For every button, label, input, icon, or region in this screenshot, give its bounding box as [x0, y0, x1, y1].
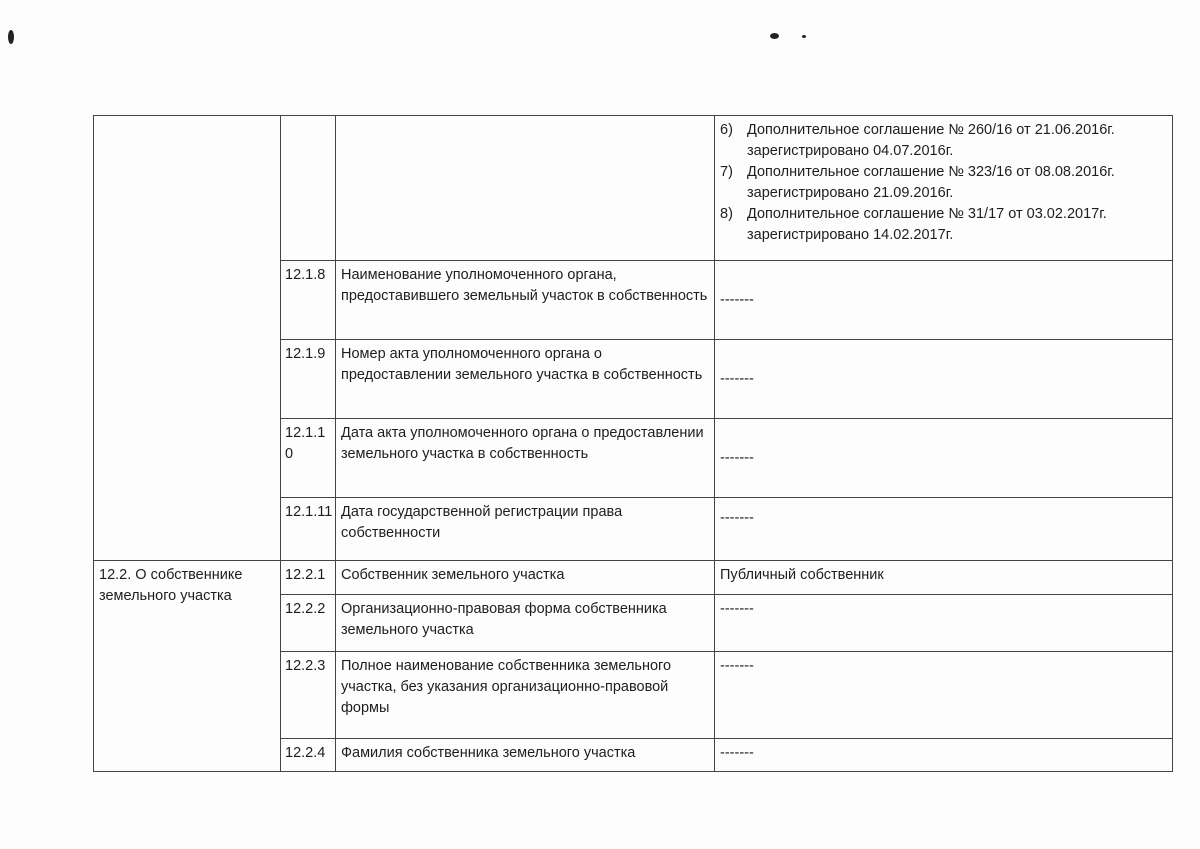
- agreements-cell: [715, 116, 1173, 261]
- label-cell: Дата государственной регистрации права собственности: [336, 498, 715, 561]
- list-item: [720, 204, 1167, 246]
- agreement-title: Дополнительное соглашение № 323/16 от 08.08.2016г.: [747, 164, 1115, 180]
- item-number: 7): [720, 164, 733, 180]
- list-item: [720, 162, 1167, 204]
- section-cell-12-2: 12.2. О собственнике земельного участка: [94, 561, 281, 772]
- agreement-registered: зарегистрировано 21.09.2016г.: [747, 185, 954, 201]
- agreement-registered: зарегистрировано 14.02.2017г.: [747, 227, 954, 243]
- code-cell: 12.1.10: [281, 419, 336, 498]
- agreement-registered: зарегистрировано 04.07.2016г.: [747, 143, 954, 159]
- list-item: [720, 120, 1167, 162]
- section-cell-12-1: [94, 116, 281, 561]
- land-plot-info-table: [93, 115, 1173, 772]
- table-row: [94, 116, 1173, 261]
- code-cell: 12.1.9: [281, 340, 336, 419]
- item-number: 6): [720, 122, 733, 138]
- agreement-title: Дополнительное соглашение № 260/16 от 21.06.2016г.: [747, 122, 1115, 138]
- value-cell: -------: [715, 419, 1173, 498]
- agreements-list: [720, 120, 1167, 246]
- label-cell: [336, 116, 715, 261]
- label-cell: Наименование уполномоченного органа, предоставившего земельный участок в собственность: [336, 261, 715, 340]
- code-cell: 12.2.3: [281, 652, 336, 739]
- value-cell: -------: [715, 739, 1173, 772]
- code-cell: 12.1.8: [281, 261, 336, 340]
- code-cell: 12.2.2: [281, 595, 336, 652]
- code-cell: [281, 116, 336, 261]
- scan-speck: [802, 35, 806, 38]
- label-cell: Полное наименование собственника земельного участка, без указания организационно-правовой формы: [336, 652, 715, 739]
- value-cell: -------: [715, 595, 1173, 652]
- value-cell: Публичный собственник: [715, 561, 1173, 595]
- scan-speck: [770, 33, 779, 39]
- label-cell: Фамилия собственника земельного участка: [336, 739, 715, 772]
- value-cell: -------: [715, 261, 1173, 340]
- table-row: [94, 561, 1173, 595]
- value-cell: -------: [715, 340, 1173, 419]
- code-cell: 12.1.11: [281, 498, 336, 561]
- agreement-title: Дополнительное соглашение № 31/17 от 03.02.2017г.: [747, 206, 1107, 222]
- label-cell: Организационно-правовая форма собственника земельного участка: [336, 595, 715, 652]
- code-cell: 12.2.4: [281, 739, 336, 772]
- value-cell: -------: [715, 498, 1173, 561]
- label-cell: Номер акта уполномоченного органа о предоставлении земельного участка в собственность: [336, 340, 715, 419]
- item-number: 8): [720, 206, 733, 222]
- label-cell: Дата акта уполномоченного органа о предоставлении земельного участка в собственность: [336, 419, 715, 498]
- value-cell: -------: [715, 652, 1173, 739]
- label-cell: Собственник земельного участка: [336, 561, 715, 595]
- scan-speck: [8, 30, 14, 44]
- code-cell: 12.2.1: [281, 561, 336, 595]
